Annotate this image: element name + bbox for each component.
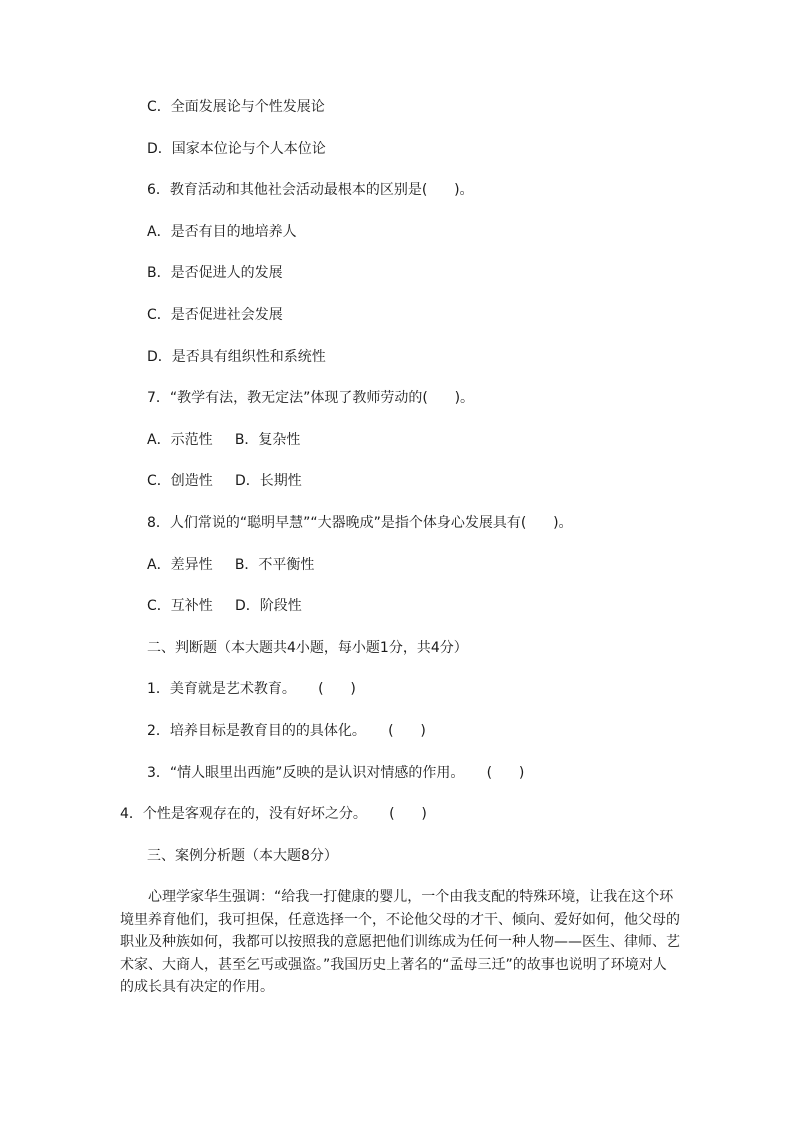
option-c-q6: C．是否促进社会发展	[147, 307, 283, 323]
options-ab-q7: A．示范性 B．复杂性	[147, 432, 301, 448]
question-6: 6．教育活动和其他社会活动最根本的区别是( )。	[147, 182, 474, 198]
option-b-q6: B．是否促进人的发展	[147, 265, 283, 281]
question-8: 8．人们常说的“聪明早慧”“大器晚成”是指个体身心发展具有( )。	[147, 515, 573, 531]
section-heading-case-analysis: 三、案例分析题（本大题8分）	[147, 848, 338, 864]
options-cd-q7: C．创造性 D．长期性	[147, 473, 302, 489]
judgment-item-4: 4．个性是客观存在的，没有好坏之分。 ( )	[120, 806, 427, 822]
option-d-q5: D．国家本位论与个人本位论	[147, 141, 326, 157]
option-c-q5: C．全面发展论与个性发展论	[147, 99, 325, 115]
options-ab-q8: A．差异性 B．不平衡性	[147, 557, 315, 573]
judgment-item-2: 2．培养目标是教育目的的具体化。 ( )	[147, 723, 426, 739]
judgment-item-1: 1．美育就是艺术教育。 ( )	[147, 681, 356, 697]
option-d-q6: D．是否具有组织性和系统性	[147, 349, 326, 365]
options-cd-q8: C．互补性 D．阶段性	[147, 598, 302, 614]
case-paragraph: 心理学家华生强调：“给我一打健康的婴儿，一个由我支配的特殊环境，让我在这个环境里养育他们，我可担保，任意选择一个，不论他父母的才干、倾向、爱好如何，他父母的职业及种族如何，我都可以按照我的意愿把他们训练成为任何一种人物——医生、律师、艺术家、大商人，甚至乞丐或强盗。”我国历史上著名的“孟母三迁”的故事也说明了环境对人的成长具有决定的作用。	[120, 889, 680, 995]
question-7: 7．“教学有法，教无定法”体现了教师劳动的( )。	[147, 390, 475, 406]
option-a-q6: A．是否有目的地培养人	[147, 224, 297, 240]
section-heading-judgment: 二、判断题（本大题共4小题，每小题1分，共4分）	[147, 640, 468, 656]
judgment-item-3: 3．“情人眼里出西施”反映的是认识对情感的作用。 ( )	[147, 765, 525, 781]
